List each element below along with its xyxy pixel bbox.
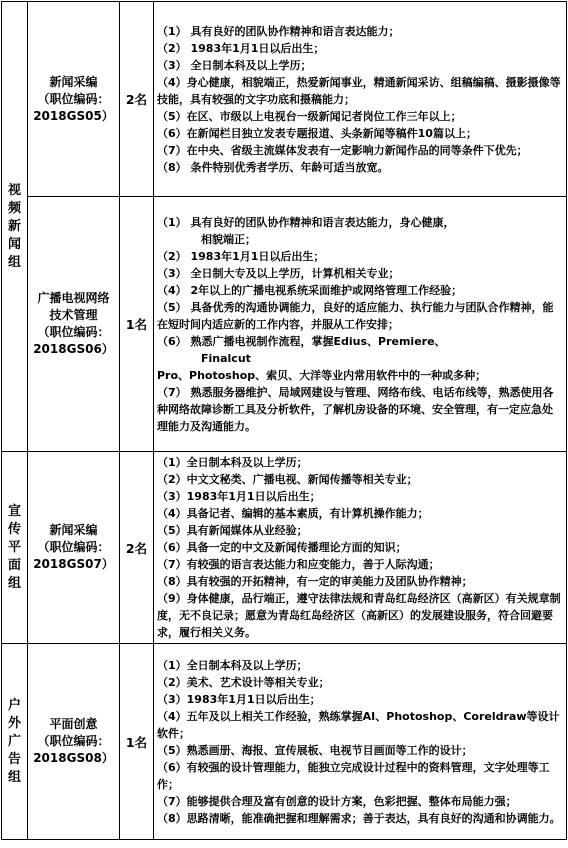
requirement-item: （2） 1983年1月1日以后出生； [157,41,325,55]
requirement-item: （4） 2年以上的广播电视系统采面维护或网络管理工作经验； [157,283,463,297]
table-row [2,197,567,452]
position-cell [28,197,120,452]
group-cell [2,2,28,452]
position-code: 2018GS06） [33,342,114,356]
count-cell: 2名 [120,452,154,644]
recruitment-table [1,1,567,840]
group-char: 传 [7,521,21,537]
position-title: 广播电视网络技术管理 [37,291,110,322]
requirement-item: Pro、Photoshop、索贝、大洋等业内常用软件中的一种或多种； [157,368,487,382]
position-cell [28,644,120,840]
group-char: 告 [7,751,21,767]
requirement-item: （5）在区、市级以上电视台一级新闻记者岗位工作三年以上； [157,109,462,123]
group-char: 频 [7,200,21,216]
table-row [2,452,567,644]
group-char: 组 [7,769,21,785]
requirement-item: （6） 熟悉广播电视制作流程，掌握Edius、Premiere、 [157,334,446,348]
requirement-item: （4）具备记者、编辑的基本素质，有计算机操作能力； [157,507,429,520]
requirement-item: （6）有较强的设计管理能力，能独立完成设计过程中的资料管理，文字处理等工作； [157,760,550,791]
requirement-item: （9）身体健康，品行端正，遵守法律法规和青岛红岛经济区（高新区）有关规章制度，无不良记录；愿意为青岛红岛经济区（高新区）的发展建设服务，符合回避要求，履行相关义务。 [157,592,561,639]
group-char: 广 [7,733,21,749]
table-row [2,2,567,197]
requirement-item: （8） 条件特别优秀者学历、年龄可适当放宽。 [157,160,389,174]
position-title: 新闻采编 [49,74,98,89]
requirement-item: （2） 1983年1月1日以后出生； [157,249,325,263]
group-char: 宣 [7,503,21,519]
position-code-label: （职位编码： [37,325,110,339]
position-code: 2018GS07） [33,557,114,571]
requirement-item: （8）思路清晰，能准确把握和理解需求；善于表达，具有良好的沟通和协调能力。 [157,811,561,825]
position-code-label: （职位编码： [37,540,110,554]
requirement-item: （1）全日制本科及以上学历； [157,456,308,469]
requirement-item: （7）在中央、省级主流媒体发表有一定影响力新闻作品的同等条件下优先； [157,143,528,157]
position-code-label: （职位编码： [37,734,110,748]
position-title: 新闻采编 [49,523,98,537]
requirements-cell [154,644,567,840]
requirement-item: （1） 具有良好的团队协作精神和语言表达能力，身心健康， [157,215,455,229]
group-cell [2,644,28,840]
group-char: 户 [7,697,21,713]
requirement-item: （3） 全日制大专及以上学历，计算机相关专业； [157,266,400,280]
group-char: 新 [7,218,21,234]
requirements-cell [154,2,567,197]
group-char: 组 [7,254,21,270]
group-char: 视 [7,182,21,198]
count-cell: 1名 [120,197,154,452]
requirement-item: （8）具有较强的开拓精神，有一定的审美能力及团队协作精神； [157,575,473,588]
group-char: 平 [7,539,21,555]
position-title: 平面创意 [49,717,98,731]
requirement-item: （3） 全日制本科及以上学历； [157,58,312,72]
count-cell: 1名 [120,644,154,840]
group-char: 闻 [7,236,21,252]
position-code: 2018GS05） [33,108,114,123]
requirement-item: （6）在新闻栏目独立发表专题报道、头条新闻等稿件10篇以上； [157,126,477,140]
position-code-label: （职位编码： [37,91,110,106]
table-row [2,644,567,840]
requirement-item: （1） 具有良好的团队协作精神和语言表达能力； [157,24,400,38]
requirement-item: （7） 熟悉服务器维护、局域网建设与管理、网络布线、电话布线等，熟悉使用各种网络故障诊断工具及分析软件，了解机房设备的环境、安全管理，有一定应急处理能力及沟通能力。 [157,385,554,433]
group-cell [2,452,28,644]
position-cell [28,2,120,197]
requirement-item: （3）1983年1月1日以后出生； [157,490,321,503]
requirement-item: （6）具备一定的中文及新闻传播理论方面的知识； [157,541,407,554]
requirement-item: 相貌端正； [201,232,256,246]
requirements-cell [154,197,567,452]
group-char: 组 [7,575,21,591]
requirement-item: （2）中文文秘类、广播电视、新闻传播等相关专业； [157,473,418,486]
group-char: 面 [7,557,21,573]
requirement-item: （4）身心健康，相貌端正，热爱新闻事业，精通新闻采访、组稿编稿、摄影摄像等技能，具有较强的文字功底和摄稿能力； [157,75,561,106]
requirement-item: Finalcut [201,351,251,365]
requirements-cell [154,452,567,644]
requirement-item: （1）全日制本科及以上学历； [157,658,308,672]
requirement-item: （3）1983年1月1日以后出生； [157,692,321,706]
requirement-item: （2）美术、艺术设计等相关专业； [157,675,330,689]
requirement-item: （5）熟悉画册、海报、宣传展板、电视节目画面等工作的设计； [157,743,473,757]
requirement-item: （7）能够提供合理及富有创意的设计方案，色彩把握、整体布局能力强； [157,794,517,808]
position-cell [28,452,120,644]
requirement-item: （5）具有新闻媒体从业经验； [157,524,308,537]
requirement-item: （4）五年及以上相关工作经验，熟练掌握AI、Photoshop、Coreldraw等设计软件； [157,709,560,740]
position-code: 2018GS08） [33,751,114,765]
group-char: 外 [7,715,21,731]
requirement-item: （5） 具备优秀的沟通协调能力，良好的适应能力、执行能力与团队合作精神，能在短时间内适应新的工作内容，并服从工作安排； [157,300,554,331]
count-cell: 2名 [120,2,154,197]
requirement-item: （7）有较强的语言表达能力和应变能力，善于人际沟通； [157,558,440,571]
